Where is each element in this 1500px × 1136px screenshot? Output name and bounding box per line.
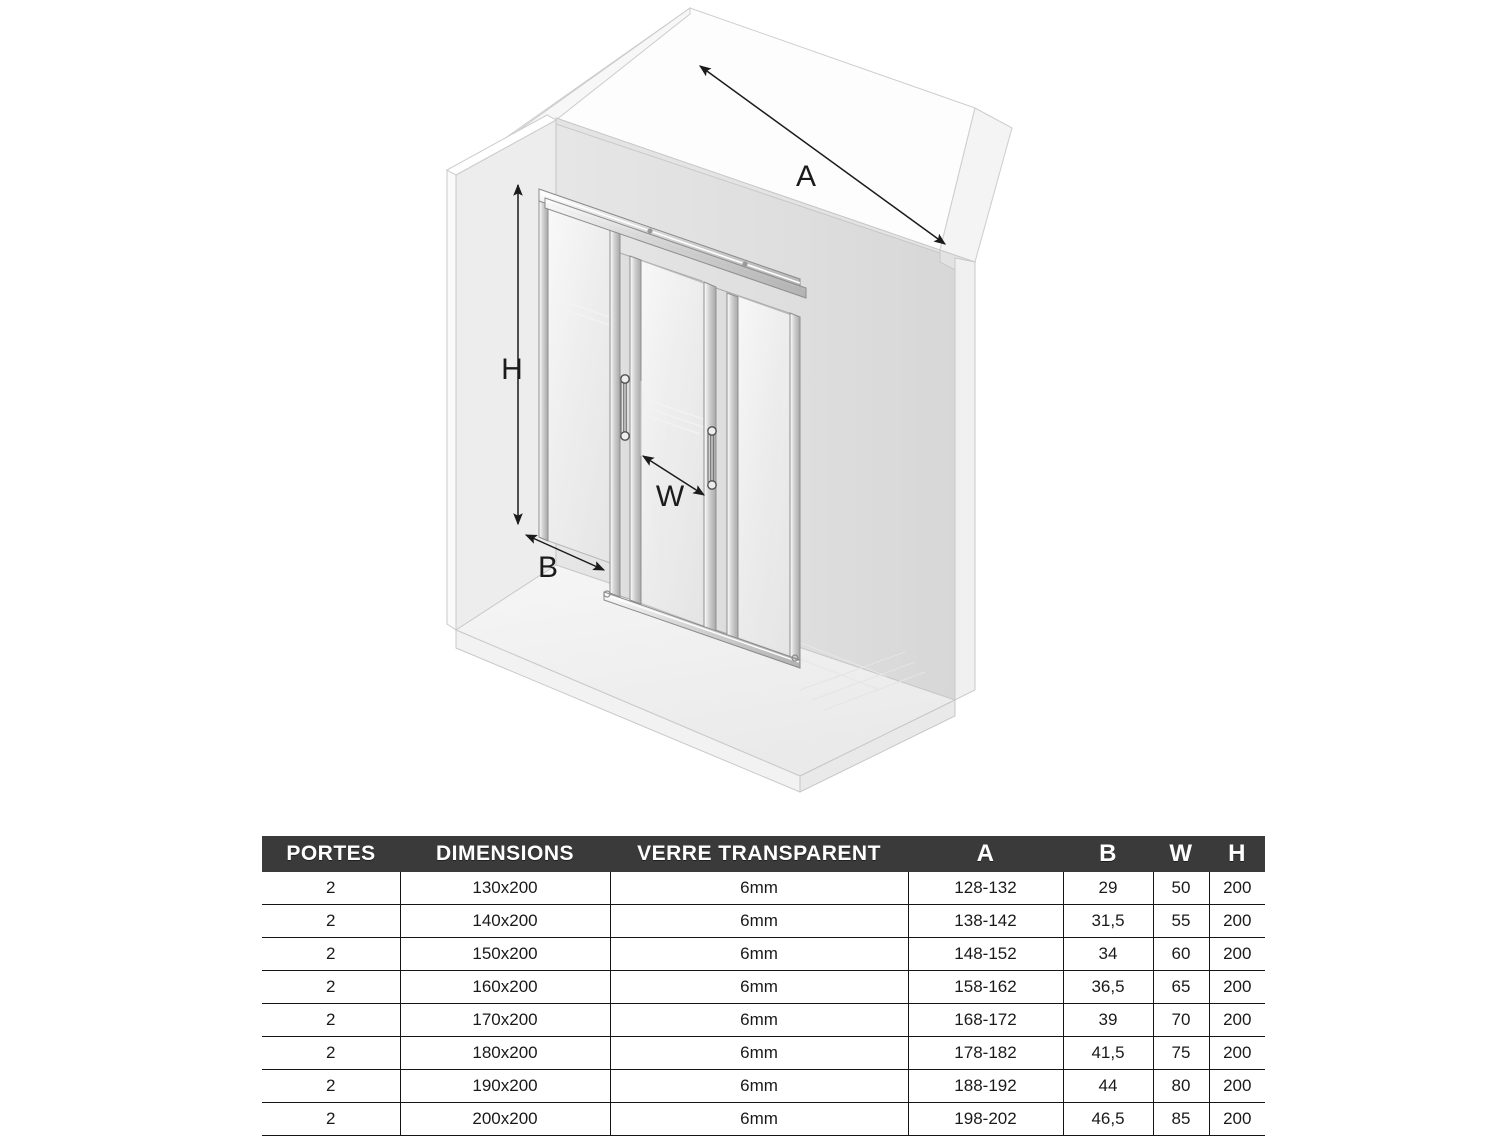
cell-dimensions: 200x200 <box>400 1103 610 1136</box>
cell-w: 60 <box>1153 938 1209 971</box>
table-row <box>262 1037 1265 1070</box>
cell-verre: 6mm <box>610 1037 908 1070</box>
cell-h: 200 <box>1209 872 1265 905</box>
cell-portes: 2 <box>262 1004 400 1037</box>
door-post-far-right <box>790 313 800 661</box>
cell-b: 31,5 <box>1063 905 1153 938</box>
table-row <box>262 1004 1265 1037</box>
table-body <box>262 872 1265 1136</box>
column-header-w: W <box>1153 836 1209 872</box>
table-header-row <box>262 836 1265 872</box>
cell-b: 41,5 <box>1063 1037 1153 1070</box>
cell-b: 36,5 <box>1063 971 1153 1004</box>
cell-portes: 2 <box>262 1070 400 1103</box>
table-row <box>262 1103 1265 1136</box>
dimension-label-b: B <box>537 551 559 584</box>
cell-w: 85 <box>1153 1103 1209 1136</box>
table-row <box>262 872 1265 905</box>
cell-portes: 2 <box>262 1103 400 1136</box>
cell-w: 80 <box>1153 1070 1209 1103</box>
cell-h: 200 <box>1209 905 1265 938</box>
column-header-dimensions: DIMENSIONS <box>400 836 610 872</box>
specifications-table <box>262 836 1265 1136</box>
column-header-verre: VERRE TRANSPARENT <box>610 836 908 872</box>
left-wall-outer-edge <box>447 170 456 630</box>
cell-h: 200 <box>1209 938 1265 971</box>
cell-verre: 6mm <box>610 1070 908 1103</box>
cell-verre: 6mm <box>610 905 908 938</box>
right-wall-outer-face <box>955 258 975 700</box>
cell-dimensions: 150x200 <box>400 938 610 971</box>
cell-h: 200 <box>1209 971 1265 1004</box>
cell-a: 188-192 <box>908 1070 1063 1103</box>
cell-a: 168-172 <box>908 1004 1063 1037</box>
glass-panel-fixed-left <box>543 196 616 565</box>
cell-portes: 2 <box>262 1037 400 1070</box>
column-header-portes: PORTES <box>262 836 400 872</box>
table-row <box>262 905 1265 938</box>
cell-b: 46,5 <box>1063 1103 1153 1136</box>
door-post-mid-1 <box>610 219 620 597</box>
specifications-table-container <box>262 836 1265 1136</box>
cell-b: 29 <box>1063 872 1153 905</box>
cell-portes: 2 <box>262 905 400 938</box>
rail-roller-1 <box>647 228 652 233</box>
cell-a: 138-142 <box>908 905 1063 938</box>
cell-w: 50 <box>1153 872 1209 905</box>
door-post-mid-3 <box>704 282 716 632</box>
cell-b: 34 <box>1063 938 1153 971</box>
cell-verre: 6mm <box>610 971 908 1004</box>
cell-verre: 6mm <box>610 872 908 905</box>
cell-portes: 2 <box>262 938 400 971</box>
cell-verre: 6mm <box>610 938 908 971</box>
cell-portes: 2 <box>262 872 400 905</box>
cell-b: 39 <box>1063 1004 1153 1037</box>
cell-w: 65 <box>1153 971 1209 1004</box>
cell-verre: 6mm <box>610 1004 908 1037</box>
door-post-right <box>727 293 738 643</box>
cell-dimensions: 170x200 <box>400 1004 610 1037</box>
cell-w: 55 <box>1153 905 1209 938</box>
cell-h: 200 <box>1209 1070 1265 1103</box>
cell-dimensions: 160x200 <box>400 971 610 1004</box>
cell-portes: 2 <box>262 971 400 1004</box>
column-header-b: B <box>1063 836 1153 872</box>
table-row <box>262 938 1265 971</box>
dimension-label-w: W <box>655 480 685 513</box>
cell-dimensions: 130x200 <box>400 872 610 905</box>
table-row <box>262 971 1265 1004</box>
table-row <box>262 1070 1265 1103</box>
cell-a: 158-162 <box>908 971 1063 1004</box>
cell-h: 200 <box>1209 1103 1265 1136</box>
door-post-mid-2 <box>630 256 641 604</box>
cell-h: 200 <box>1209 1037 1265 1070</box>
cell-verre: 6mm <box>610 1103 908 1136</box>
cell-w: 70 <box>1153 1004 1209 1037</box>
cell-dimensions: 190x200 <box>400 1070 610 1103</box>
dimension-label-h: H <box>501 353 523 386</box>
cell-a: 178-182 <box>908 1037 1063 1070</box>
cell-dimensions: 180x200 <box>400 1037 610 1070</box>
glass-panel-fixed-middle <box>640 260 712 629</box>
cell-a: 128-132 <box>908 872 1063 905</box>
column-header-a: A <box>908 836 1063 872</box>
dimension-label-a: A <box>795 160 817 193</box>
table-header <box>262 836 1265 872</box>
cell-a: 198-202 <box>908 1103 1063 1136</box>
rail-roller-2 <box>742 261 747 266</box>
door-post-left <box>539 192 548 541</box>
cell-h: 200 <box>1209 1004 1265 1037</box>
column-header-h: H <box>1209 836 1265 872</box>
cell-a: 148-152 <box>908 938 1063 971</box>
cell-b: 44 <box>1063 1070 1153 1103</box>
cell-w: 75 <box>1153 1037 1209 1070</box>
cell-dimensions: 140x200 <box>400 905 610 938</box>
